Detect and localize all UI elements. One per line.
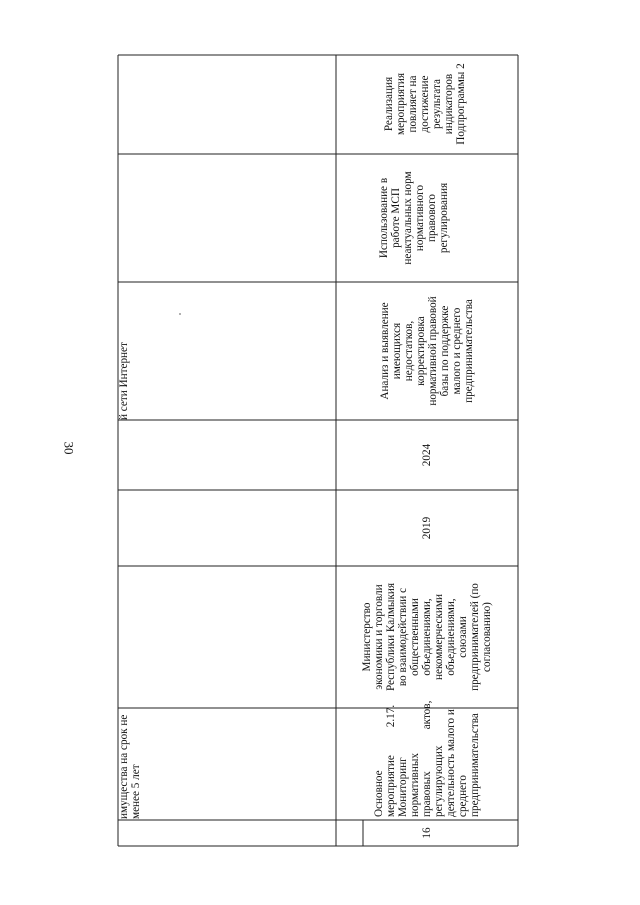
- consequences-line: неактуальных норм: [402, 171, 414, 265]
- executor-line: во взаимодействии с: [397, 587, 409, 687]
- event-line: Основное: [373, 770, 385, 817]
- executor-line: объединениями,: [445, 598, 457, 676]
- relation-line: достижение: [419, 75, 431, 133]
- start-year-cell: [421, 493, 433, 563]
- consequences-cell: [378, 156, 450, 280]
- expected-result-line: малого и среднего: [451, 307, 463, 395]
- expected-result-line: нормативной правовой: [427, 296, 439, 406]
- expected-result-line: базы по поддержке: [439, 305, 451, 397]
- consequences-line: регулирования: [438, 182, 450, 254]
- continued-effect-cell: [118, 282, 130, 420]
- consequences-line: работе МСП: [390, 188, 402, 248]
- executor-line: союзами: [457, 616, 469, 658]
- event-line: среднего: [457, 775, 469, 817]
- event-line: Мониторинг: [397, 757, 409, 817]
- expected-result-cell: [379, 284, 475, 418]
- executor-line: экономики и торговли: [373, 584, 385, 690]
- continued-event-line: имущества на срок не: [118, 714, 130, 819]
- scan-speck: [179, 313, 181, 315]
- expected-result-line: имеющихся: [391, 322, 403, 380]
- row-number-cell: [421, 820, 433, 846]
- executor-line: Министерство: [361, 602, 373, 672]
- executor-line: общественными: [409, 598, 421, 676]
- relation-line: индикаторов: [443, 73, 455, 135]
- continued-event-line: менее 5 лет: [130, 764, 142, 819]
- end-year-cell: [421, 422, 433, 488]
- executor-line: предпринимателей (по: [469, 583, 481, 691]
- row-number: 16: [421, 827, 433, 839]
- expected-result-line: Анализ и выявление: [379, 302, 391, 400]
- consequences-line: правового: [426, 193, 438, 243]
- event-line: предпринимательства: [469, 713, 481, 817]
- event-line: мероприятие 2.17.: [385, 704, 397, 817]
- continued-event-cell: [118, 709, 142, 819]
- relation-line: Реализация: [383, 76, 395, 132]
- continued-effect-line: й сети Интернет: [118, 342, 130, 420]
- relation-line: повлияет на: [407, 75, 419, 133]
- start-year: 2019: [421, 516, 433, 540]
- relation-line: результата: [431, 79, 443, 129]
- page-number: 30: [61, 441, 77, 455]
- expected-result-line: корректировка: [415, 316, 427, 386]
- relation-line: Подпрограммы 2: [455, 63, 467, 145]
- expected-result-line: предпринимательства: [463, 299, 475, 403]
- executor-cell: [361, 569, 493, 705]
- relation-line: мероприятия: [395, 73, 407, 135]
- event-line: правовых актов,: [421, 700, 433, 817]
- end-year: 2024: [421, 443, 433, 467]
- relation-to-indicators-cell: [383, 56, 467, 152]
- consequences-line: Использование в: [378, 177, 390, 259]
- event-line: нормативных: [409, 753, 421, 817]
- executor-line: согласованию): [481, 602, 493, 672]
- executor-line: объединениями,: [421, 598, 433, 676]
- event-line: регулирующих: [433, 745, 445, 817]
- event-cell: [373, 700, 481, 817]
- executor-line: Республики Калмыкия: [385, 582, 397, 692]
- event-line: деятельность малого и: [445, 709, 457, 817]
- expected-result-line: недостатков,: [403, 320, 415, 382]
- executor-line: некоммерческими: [433, 594, 445, 680]
- consequences-line: нормативного: [414, 184, 426, 252]
